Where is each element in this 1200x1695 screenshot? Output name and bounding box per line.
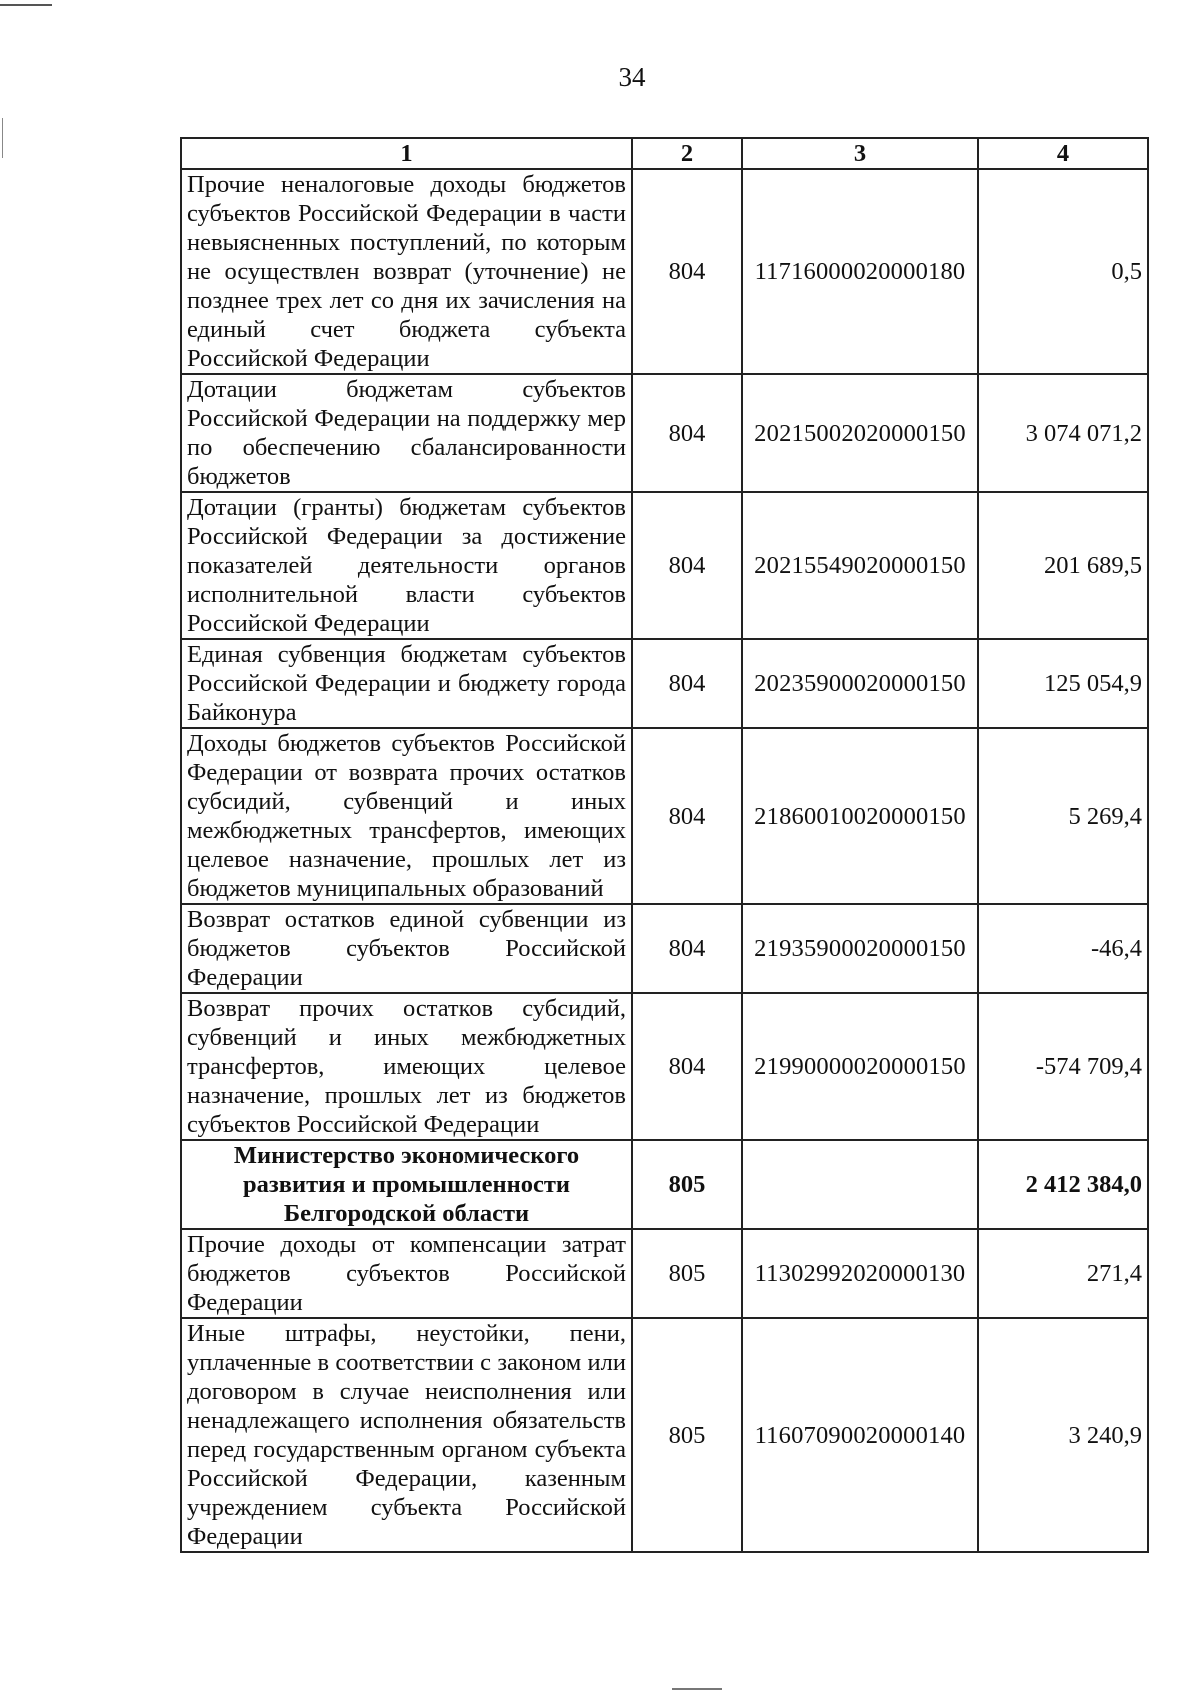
- budget-table: [180, 137, 1149, 1553]
- income-name-cell: Министерство экономического развития и промышленности Белгородской области: [181, 1140, 632, 1229]
- scan-edge-mark: [672, 1688, 722, 1690]
- amount-cell: 5 269,4: [978, 728, 1148, 904]
- amount-cell: 0,5: [978, 169, 1148, 374]
- table-row: [181, 169, 1148, 374]
- amount-cell: -574 709,4: [978, 993, 1148, 1140]
- amount-cell: 201 689,5: [978, 492, 1148, 639]
- amount-cell: 271,4: [978, 1229, 1148, 1318]
- income-code-cell: 20215002020000150: [742, 374, 978, 492]
- column-header: 4: [978, 138, 1148, 169]
- scan-edge-mark: [0, 4, 52, 6]
- income-name-cell: Доходы бюджетов субъектов Российской Федерации от возврата прочих остатков субсидий, субвенций и иных межбюджетных трансфертов, имеющих целевое назначение, прошлых лет из бюджетов муниципальных образований: [181, 728, 632, 904]
- admin-code-cell: 804: [632, 904, 742, 993]
- admin-code-cell: 804: [632, 169, 742, 374]
- income-code-cell: 20215549020000150: [742, 492, 978, 639]
- income-code-cell: 11607090020000140: [742, 1318, 978, 1552]
- amount-cell: 2 412 384,0: [978, 1140, 1148, 1229]
- income-code-cell: 11302992020000130: [742, 1229, 978, 1318]
- admin-code-cell: 804: [632, 993, 742, 1140]
- income-code-cell: [742, 1140, 978, 1229]
- amount-cell: 125 054,9: [978, 639, 1148, 728]
- income-code-cell: 21860010020000150: [742, 728, 978, 904]
- section-row: [181, 1140, 1148, 1229]
- income-code-cell: 21935900020000150: [742, 904, 978, 993]
- amount-cell: 3 074 071,2: [978, 374, 1148, 492]
- table-row: [181, 1318, 1148, 1552]
- column-header: 3: [742, 138, 978, 169]
- admin-code-cell: 805: [632, 1318, 742, 1552]
- table-row: [181, 374, 1148, 492]
- income-name-cell: Прочие неналоговые доходы бюджетов субъектов Российской Федерации в части невыясненных поступлений, по которым не осуществлен возврат (уточнение) не позднее трех лет со дня их зачисления на единый счет бюджета субъекта Российской Федерации: [181, 169, 632, 374]
- table-row: [181, 1229, 1148, 1318]
- admin-code-cell: 804: [632, 492, 742, 639]
- admin-code-cell: 804: [632, 728, 742, 904]
- income-name-cell: Дотации (гранты) бюджетам субъектов Российской Федерации за достижение показателей деятельности органов исполнительной власти субъектов Российской Федерации: [181, 492, 632, 639]
- admin-code-cell: 805: [632, 1140, 742, 1229]
- admin-code-cell: 805: [632, 1229, 742, 1318]
- income-name-cell: Возврат прочих остатков субсидий, субвенций и иных межбюджетных трансфертов, имеющих целевое назначение, прошлых лет из бюджетов субъектов Российской Федерации: [181, 993, 632, 1140]
- table-row: [181, 728, 1148, 904]
- amount-cell: 3 240,9: [978, 1318, 1148, 1552]
- income-name-cell: Прочие доходы от компенсации затрат бюджетов субъектов Российской Федерации: [181, 1229, 632, 1318]
- header-row: [181, 138, 1148, 169]
- column-header: 1: [181, 138, 632, 169]
- income-name-cell: Иные штрафы, неустойки, пени, уплаченные в соответствии с законом или договором в случае неисполнения или ненадлежащего исполнения обязательств перед государственным органом субъекта Российской Федерации, казенным учреждением субъекта Российской Федерации: [181, 1318, 632, 1552]
- amount-cell: -46,4: [978, 904, 1148, 993]
- income-name-cell: Единая субвенция бюджетам субъектов Российской Федерации и бюджету города Байконура: [181, 639, 632, 728]
- income-code-cell: 20235900020000150: [742, 639, 978, 728]
- income-name-cell: Дотации бюджетам субъектов Российской Федерации на поддержку мер по обеспечению сбалансированности бюджетов: [181, 374, 632, 492]
- scan-edge-mark: [2, 118, 3, 158]
- column-header: 2: [632, 138, 742, 169]
- table-row: [181, 993, 1148, 1140]
- page-number: 34: [618, 62, 646, 92]
- table-row: [181, 639, 1148, 728]
- income-code-cell: 11716000020000180: [742, 169, 978, 374]
- table-body: [181, 169, 1148, 1552]
- table-row: [181, 492, 1148, 639]
- admin-code-cell: 804: [632, 374, 742, 492]
- income-name-cell: Возврат остатков единой субвенции из бюджетов субъектов Российской Федерации: [181, 904, 632, 993]
- table-row: [181, 904, 1148, 993]
- income-code-cell: 21990000020000150: [742, 993, 978, 1140]
- admin-code-cell: 804: [632, 639, 742, 728]
